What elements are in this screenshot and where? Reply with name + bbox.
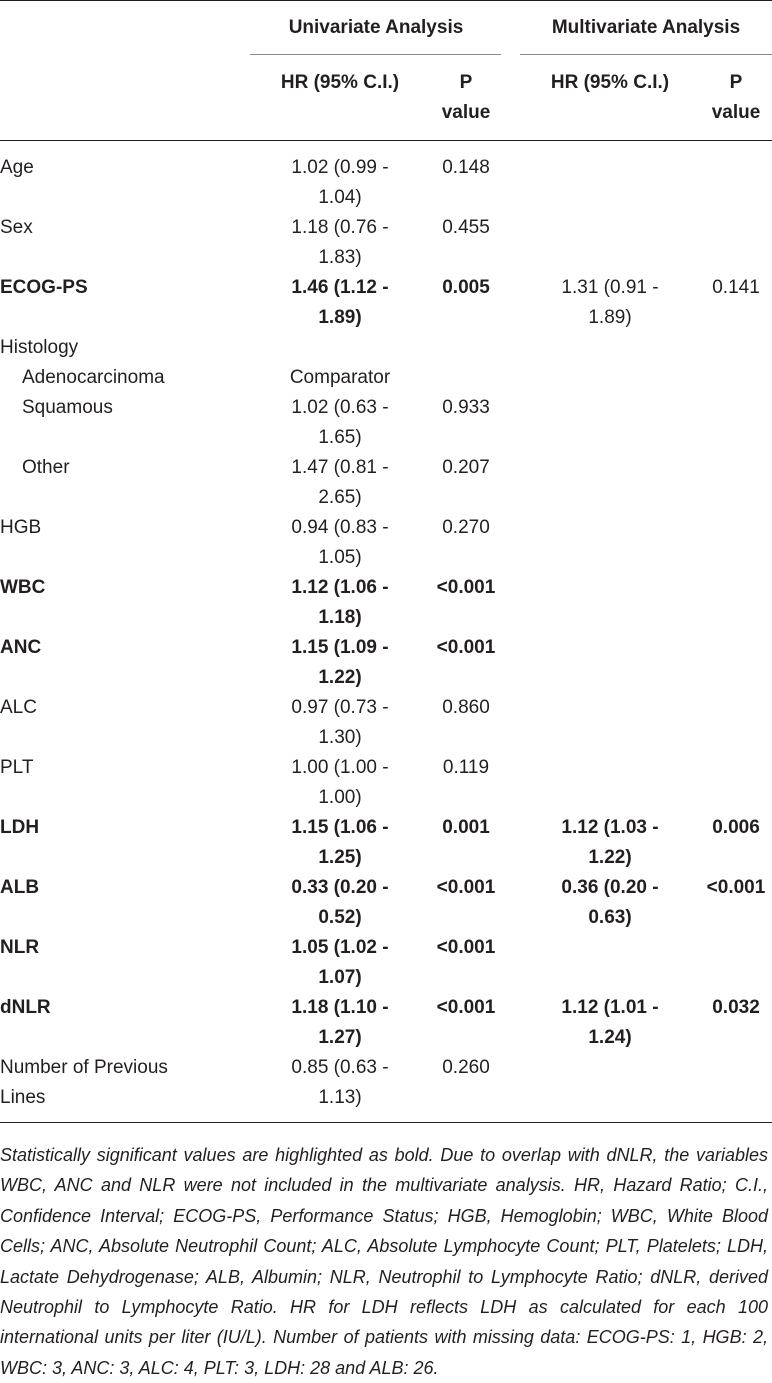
univariate-p-value: 0.001: [442, 817, 490, 838]
row-label: HGB: [0, 517, 42, 538]
multivariate-hr-value: 1.12 (1.03 -: [561, 817, 659, 838]
univariate-hr-value: 1.47 (0.81 -: [291, 457, 389, 478]
row-label: ALB: [0, 877, 40, 898]
row-label: NLR: [0, 937, 40, 958]
multivariate-hr-value: 0.63): [588, 907, 632, 928]
row-label: Adenocarcinoma: [22, 367, 165, 388]
multivariate-p-header-line1: P: [729, 72, 743, 93]
univariate-hr-value: 0.33 (0.20 -: [291, 877, 389, 898]
univariate-p-value: <0.001: [436, 937, 496, 958]
row-label: ECOG-PS: [0, 277, 88, 298]
table-bottom-rule: [0, 1122, 772, 1123]
univariate-p-header-line2: value: [441, 102, 491, 123]
univariate-hr-value: 1.27): [318, 1027, 362, 1048]
univariate-p-value: 0.260: [442, 1057, 490, 1078]
multivariate-hr-value: 1.31 (0.91 -: [561, 277, 659, 298]
row-label: Number of Previous Lines: [0, 1057, 168, 1108]
univariate-p-value: <0.001: [436, 577, 496, 598]
univariate-hr-value: Comparator: [289, 367, 391, 388]
multivariate-hr-header: HR (95% C.I.): [550, 72, 670, 93]
univariate-hr-value: 1.30): [318, 727, 362, 748]
univariate-p-value: 0.119: [442, 757, 490, 778]
multivariate-hr-value: 1.12 (1.01 -: [561, 997, 659, 1018]
univariate-hr-value: 1.05): [318, 547, 362, 568]
univariate-hr-value: 1.04): [318, 187, 362, 208]
univariate-hr-value: 1.18 (0.76 -: [291, 217, 389, 238]
univariate-hr-value: 1.15 (1.06 -: [291, 817, 389, 838]
row-label: dNLR: [0, 997, 51, 1018]
univariate-p-value: 0.207: [442, 457, 490, 478]
univariate-hr-value: 1.18): [318, 607, 362, 628]
univariate-hr-value: 1.05 (1.02 -: [291, 937, 389, 958]
row-label: Other: [22, 457, 70, 478]
univariate-hr-value: 0.52): [318, 907, 362, 928]
univariate-hr-value: 1.83): [318, 247, 362, 268]
multivariate-hr-value: 1.24): [588, 1027, 632, 1048]
univariate-hr-value: 1.02 (0.99 -: [291, 157, 389, 178]
univariate-hr-value: 1.18 (1.10 -: [291, 997, 389, 1018]
univariate-p-header-line1: P: [459, 72, 473, 93]
univariate-p-value: <0.001: [436, 997, 496, 1018]
multivariate-group-header: Multivariate Analysis: [551, 17, 741, 38]
univariate-p-value: 0.860: [442, 697, 490, 718]
row-label: LDH: [0, 817, 40, 838]
multivariate-p-header-line2: value: [711, 102, 761, 123]
univariate-hr-value: 2.65): [318, 487, 362, 508]
univariate-hr-value: 1.00): [318, 787, 362, 808]
univariate-group-rule: [250, 54, 501, 55]
multivariate-p-value: 0.032: [712, 997, 760, 1018]
row-label: PLT: [0, 757, 34, 778]
univariate-hr-value: 1.15 (1.09 -: [291, 637, 389, 658]
univariate-p-value: 0.455: [442, 217, 490, 238]
univariate-p-value: 0.933: [442, 397, 490, 418]
multivariate-hr-value: 1.89): [588, 307, 632, 328]
table-footnote: Statistically significant values are highlighted as bold. Due to overlap with dNLR, the variables WBC, ANC and NLR were not included in the multivariate analysis. HR, Hazard Ratio; C.I., Confidence Interval; ECOG-PS, Performance Status; HGB, Hemoglobin; WBC, White Blood Cells; ANC, Absolute Neutrophil Count; ALC, Absolute Lymphocyte Count; PLT, Platelets; LDH, Lactate Dehydrogenase; ALB, Albumin; NLR, Neutrophil to Lymphocyte Ratio; dNLR, derived Neutrophil to Lymphocyte Ratio. HR for LDH reflects LDH as calculated for each 100 international units per liter (IU/L). Number of patients with missing data: ECOG-PS: 1, HGB: 2, WBC: 3, ANC: 3, ALC: 4, PLT: 3, LDH: 28 and ALB: 26.: [0, 1145, 768, 1378]
univariate-p-value: 0.270: [442, 517, 490, 538]
multivariate-p-value: <0.001: [706, 877, 766, 898]
univariate-group-header: Univariate Analysis: [288, 17, 464, 38]
univariate-hr-value: 1.07): [318, 967, 362, 988]
univariate-hr-value: 1.00 (1.00 -: [291, 757, 389, 778]
multivariate-group-rule: [520, 54, 772, 55]
univariate-p-value: <0.001: [436, 877, 496, 898]
table-top-rule: [0, 0, 772, 1]
univariate-hr-value: 1.22): [318, 667, 362, 688]
univariate-hr-value: 0.85 (0.63 -: [291, 1057, 389, 1078]
univariate-hr-value: 1.13): [318, 1087, 362, 1108]
multivariate-hr-value: 0.36 (0.20 -: [561, 877, 659, 898]
univariate-p-value: 0.148: [442, 157, 490, 178]
univariate-hr-value: 1.89): [318, 307, 362, 328]
multivariate-hr-value: 1.22): [588, 847, 632, 868]
row-label: WBC: [0, 577, 46, 598]
row-label: ALC: [0, 697, 37, 718]
univariate-hr-value: 0.97 (0.73 -: [291, 697, 389, 718]
row-label: Squamous: [22, 397, 113, 418]
multivariate-p-value: 0.141: [712, 277, 760, 298]
row-label: Sex: [0, 217, 33, 238]
row-label: Histology: [0, 337, 79, 358]
univariate-p-value: <0.001: [436, 637, 496, 658]
univariate-hr-value: 1.46 (1.12 -: [291, 277, 389, 298]
univariate-hr-value: 1.25): [318, 847, 362, 868]
univariate-hr-value: 1.12 (1.06 -: [291, 577, 389, 598]
univariate-hr-value: 1.02 (0.63 -: [291, 397, 389, 418]
univariate-hr-value: 0.94 (0.83 -: [291, 517, 389, 538]
univariate-hr-header: HR (95% C.I.): [280, 72, 400, 93]
univariate-p-value: 0.005: [442, 277, 490, 298]
row-label: Age: [0, 157, 34, 178]
header-bottom-rule: [0, 140, 772, 141]
row-label: ANC: [0, 637, 42, 658]
univariate-hr-value: 1.65): [318, 427, 362, 448]
multivariate-p-value: 0.006: [712, 817, 760, 838]
